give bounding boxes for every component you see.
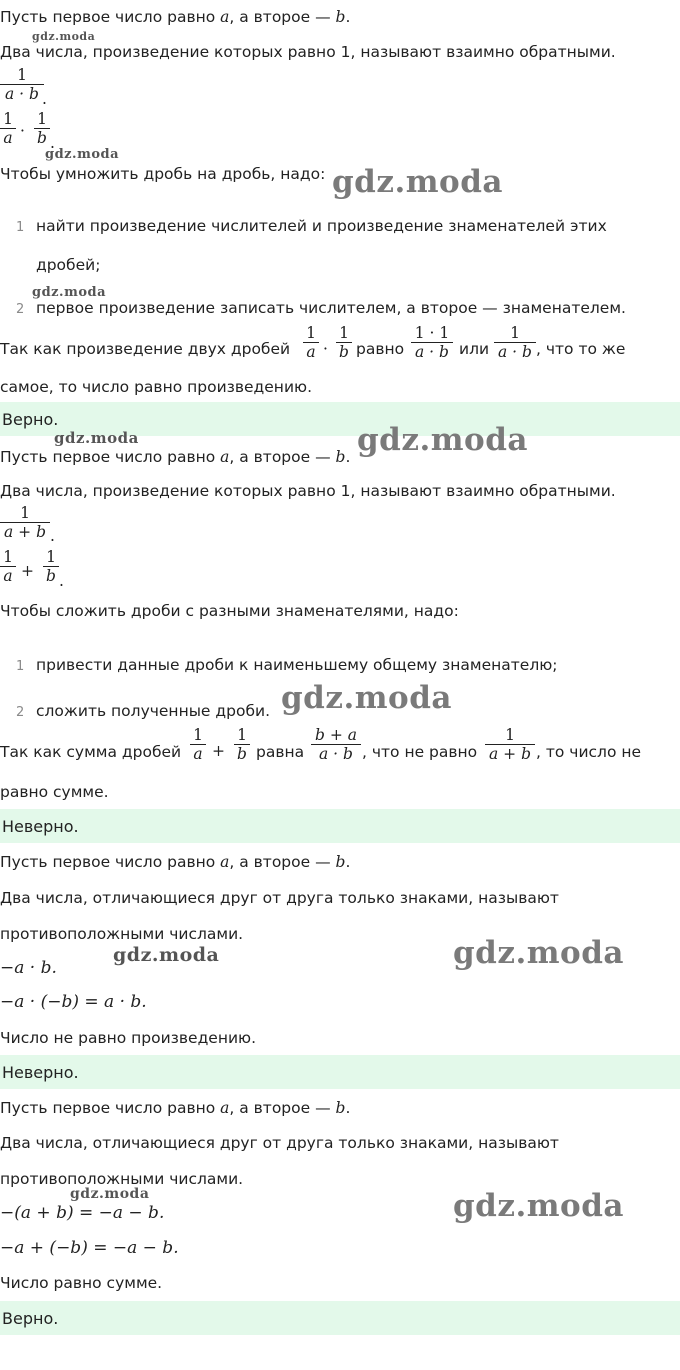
watermark: gdz.moda [453,935,624,971]
period: . [42,90,47,108]
watermark: gdz.moda [281,680,452,716]
block3-expr1: −a · b. [0,958,57,978]
explain-pre: Так как сумма дробей [0,743,182,761]
denominator: b [43,566,59,585]
intro-mid: , а второе — [229,448,336,466]
explain-mid: равна [256,743,305,761]
intro-mid: , а второе — [229,1099,336,1117]
numerator: 1 [339,324,349,342]
frac-1-b [234,728,250,762]
step-text: сложить полученные дроби. [36,702,270,720]
step-text: привести данные дроби к наименьшему общему знаменателю; [36,656,558,674]
denominator: a [190,744,206,763]
verdict-banner [0,1055,680,1089]
numerator: 1 [237,726,247,744]
frac-1-a [190,728,206,762]
block2-definition: Два числа, произведение которых равно 1, называют взаимно обратными. [0,482,616,500]
times-sign: · [20,122,25,140]
numerator: 1 [46,548,56,566]
times-sign: · [323,340,328,358]
plus-sign: + [212,742,225,760]
step-number: 1 [16,659,25,674]
block1-rule-intro: Чтобы умножить дробь на дробь, надо: [0,165,326,183]
frac-result [494,326,536,360]
explain-not: , что не равно [362,743,478,761]
watermark: gdz.moda [453,1188,624,1224]
step-number: 1 [16,220,25,235]
frac-sum-result [311,728,361,762]
intro-text: Пусть первое число равно [0,8,221,26]
verdict-text: Неверно. [2,817,79,836]
denominator: b [34,128,50,147]
watermark: gdz.moda [70,1186,150,1202]
watermark: gdz.moda [332,164,503,200]
block3-conclusion: Число не равно произведению. [0,1029,257,1047]
var-a: a [220,1099,230,1117]
block2-expr2-left [0,550,16,584]
watermark: gdz.moda [357,422,528,458]
block2-expr1-fraction [0,506,50,540]
block4-expr2: −a + (−b) = −a − b. [0,1238,179,1258]
watermark: gdz.moda [32,30,96,43]
numerator: b + a [314,726,357,744]
block4-definition-line1: Два числа, отличающиеся друг от друга только знаками, называют [0,1134,559,1152]
block4-expr1: −(a + b) = −a − b. [0,1203,165,1223]
block1-definition: Два числа, произведение которых равно 1, называют взаимно обратными. [0,43,616,61]
frac-1-a [303,326,319,360]
numerator: 1 · 1 [414,324,450,342]
period: . [50,134,55,152]
var-b: b [335,8,346,26]
var-b: b [335,448,346,466]
frac-product-num [411,326,453,360]
denominator: a · b [411,342,453,361]
denominator: b [336,342,352,361]
period: . [50,527,55,545]
explain-or: или [459,340,490,358]
step-number: 2 [16,705,25,720]
numerator: 1 [3,548,13,566]
numerator: 1 [505,726,515,744]
var-a: a [220,8,230,26]
explain-pre: Так как произведение двух дробей [0,340,291,358]
var-b: b [335,853,346,871]
explain-line2: самое, то число равно произведению. [0,378,312,396]
denominator: a [303,342,319,361]
intro-mid: , а второе — [229,8,336,26]
block3-intro: Пусть первое число равно a, а второе — b. [0,853,351,871]
block4-intro: Пусть первое число равно a, а второе — b. [0,1099,351,1117]
watermark: gdz.moda [32,285,107,300]
var-a: a [220,448,230,466]
explain-post: , то число не [536,743,642,761]
denominator: a [0,566,16,585]
frac-1-b [336,326,352,360]
step-number: 2 [16,302,25,317]
denominator: a [0,128,16,147]
step-text-cont: дробей; [36,256,101,274]
block1-expr1-fraction [0,68,44,102]
frac-compare [485,728,535,762]
block1-expr2-right [34,112,50,146]
step-text: первое произведение записать числителем, а второе — знаменателем. [36,299,626,317]
var-b: b [335,1099,346,1117]
verdict-banner [0,809,680,843]
watermark: gdz.moda [113,944,220,966]
block1-intro: Пусть первое число равно a, а второе — b. [0,8,351,26]
block3-definition-line1: Два числа, отличающиеся друг от друга только знаками, называют [0,889,559,907]
intro-text: Пусть первое число равно [0,1099,221,1117]
block4-conclusion: Число равно сумме. [0,1274,163,1292]
var-a: a [220,853,230,871]
watermark: gdz.moda [54,429,139,447]
denominator: a + b [0,522,50,541]
numerator: 1 [3,110,13,128]
numerator: 1 [306,324,316,342]
verdict-banner [0,1301,680,1335]
explain-post: , что то же [536,340,626,358]
numerator: 1 [193,726,203,744]
explain-line2: равно сумме. [0,783,109,801]
intro-text: Пусть первое число равно [0,853,221,871]
denominator: a · b [494,342,536,361]
denominator: a · b [311,744,361,763]
explain-mid: равно [356,340,405,358]
period: . [59,572,64,590]
watermark: gdz.moda [45,147,120,162]
numerator: 1 [17,66,27,84]
verdict-text: Верно. [2,1309,59,1328]
step-text: найти произведение числителей и произведение знаменателей этих [36,217,607,235]
block2-rule-intro: Чтобы сложить дроби с разными знаменателями, надо: [0,602,459,620]
block3-expr2: −a · (−b) = a · b. [0,992,147,1012]
block4-definition-line2: противоположными числами. [0,1170,244,1188]
block2-expr2-right [43,550,59,584]
block3-definition-line2: противоположными числами. [0,925,244,943]
block2-intro: Пусть первое число равно a, а второе — b. [0,448,351,466]
denominator: a + b [485,744,535,763]
verdict-text: Неверно. [2,1063,79,1082]
block1-expr2-left [0,112,16,146]
denominator: a · b [0,84,44,103]
verdict-text: Верно. [2,410,59,429]
numerator: 1 [37,110,47,128]
plus-sign: + [21,562,34,580]
intro-text: Пусть первое число равно [0,448,221,466]
numerator: 1 [510,324,520,342]
numerator: 1 [20,504,30,522]
intro-mid: , а второе — [229,853,336,871]
denominator: b [234,744,250,763]
